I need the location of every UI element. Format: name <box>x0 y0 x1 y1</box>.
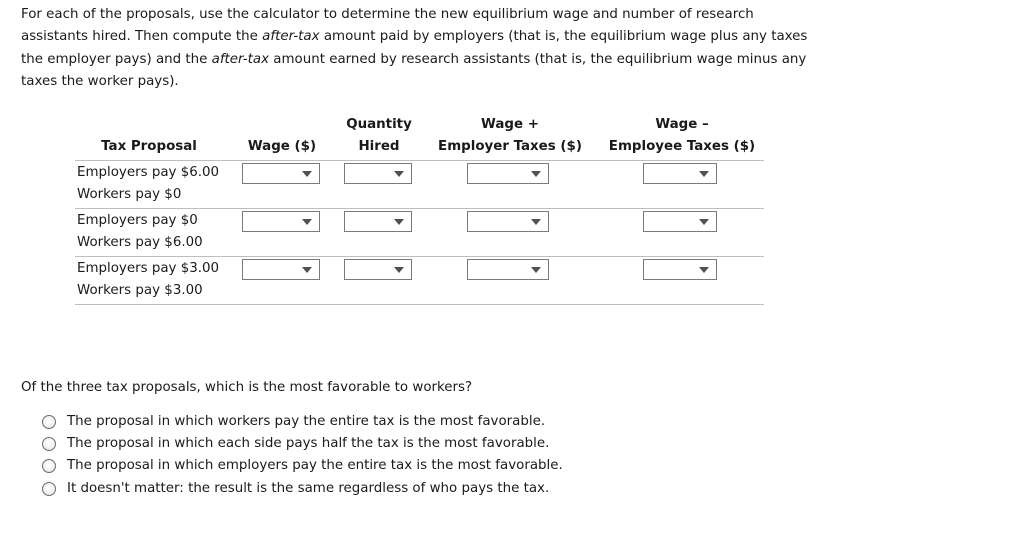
header-employer-taxes: Employer Taxes ($) <box>438 139 582 154</box>
quantity-hired-dropdown[interactable] <box>344 163 412 184</box>
header-tax-proposal: Tax Proposal <box>101 139 197 154</box>
header-divider <box>75 160 764 161</box>
row-workers-pay: Workers pay $6.00 <box>77 235 203 250</box>
radio-button[interactable] <box>42 482 56 496</box>
wage-dropdown[interactable] <box>242 259 320 280</box>
row-divider <box>75 256 764 257</box>
answer-option-label: The proposal in which each side pays half the tax is the most favorable. <box>67 436 550 451</box>
question-prompt: Of the three tax proposals, which is the most favorable to workers? <box>21 380 473 395</box>
table-bottom-border <box>75 304 764 305</box>
row-workers-pay: Workers pay $0 <box>77 187 182 202</box>
wage-minus-employee-taxes-dropdown[interactable] <box>643 211 717 232</box>
wage-minus-employee-taxes-dropdown[interactable] <box>643 259 717 280</box>
header-wage-minus: Wage – <box>655 117 709 132</box>
row-employers-pay: Employers pay $0 <box>77 213 198 228</box>
wage-plus-employer-taxes-dropdown[interactable] <box>467 259 549 280</box>
instructions-part-1: For each of the proposals, use the calculator to determine the new equilibrium wage and number of research assistants hired. Then compute the <box>21 7 754 45</box>
quantity-hired-dropdown[interactable] <box>344 259 412 280</box>
answer-option[interactable] <box>42 434 549 454</box>
answer-option-label: The proposal in which employers pay the entire tax is the most favorable. <box>67 458 563 473</box>
header-hired: Hired <box>358 139 400 154</box>
after-tax-emphasis-1: after-tax <box>262 29 320 45</box>
instructions-part-3: amount earned by research assistants (that is, the equilibrium wage minus any taxes the worker pays). <box>21 51 807 89</box>
header-wage-plus: Wage + <box>481 117 539 132</box>
answer-option-label: It doesn't matter: the result is the same regardless of who pays the tax. <box>67 481 550 496</box>
radio-button[interactable] <box>42 415 56 429</box>
wage-plus-employer-taxes-dropdown[interactable] <box>467 163 549 184</box>
answer-option[interactable] <box>42 479 549 499</box>
quantity-hired-dropdown[interactable] <box>344 211 412 232</box>
wage-dropdown[interactable] <box>242 211 320 232</box>
row-employers-pay: Employers pay $3.00 <box>77 261 220 276</box>
instructions-part-2: amount paid by employers (that is, the equilibrium wage plus any taxes the employer pays) and the <box>21 29 808 67</box>
radio-button[interactable] <box>42 437 56 451</box>
after-tax-emphasis-2: after-tax <box>211 51 270 67</box>
row-divider <box>75 208 764 209</box>
header-wage: Wage ($) <box>247 139 317 154</box>
answer-option[interactable] <box>42 412 545 432</box>
header-quantity: Quantity <box>346 117 412 132</box>
wage-minus-employee-taxes-dropdown[interactable] <box>643 163 717 184</box>
row-employers-pay: Employers pay $6.00 <box>77 165 220 180</box>
wage-plus-employer-taxes-dropdown[interactable] <box>467 211 549 232</box>
row-workers-pay: Workers pay $3.00 <box>77 283 203 298</box>
wage-dropdown[interactable] <box>242 163 320 184</box>
header-employee-taxes: Employee Taxes ($) <box>608 139 756 154</box>
answer-option-label: The proposal in which workers pay the entire tax is the most favorable. <box>67 414 546 429</box>
radio-button[interactable] <box>42 459 56 473</box>
answer-option[interactable] <box>42 456 563 476</box>
